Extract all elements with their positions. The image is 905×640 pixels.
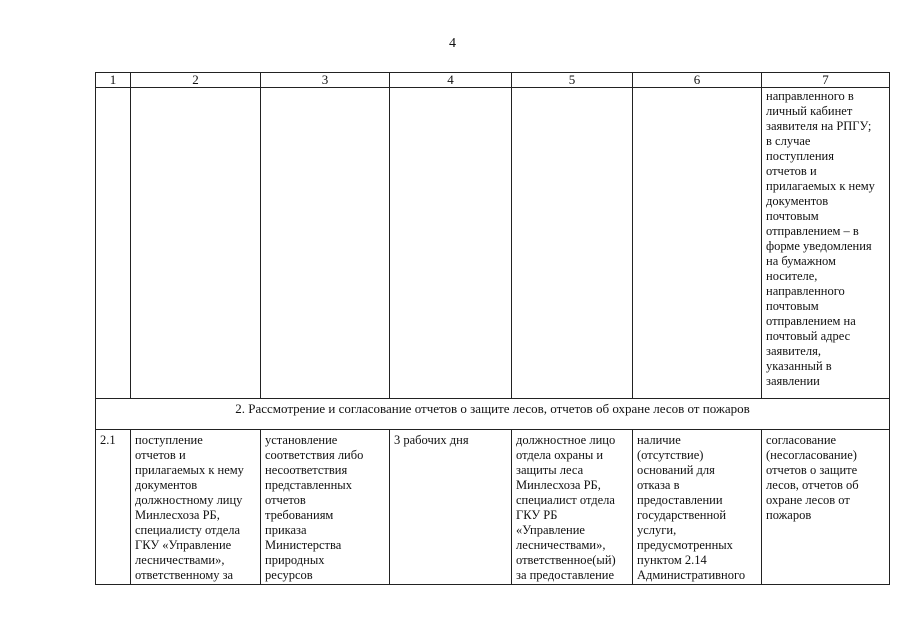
basis-cell: поступление отчетов и прилагаемых к нему документов должностному лицу Минлесхоза РБ, специалисту отдела ГКУ «Управление лесничествами», ответственному за bbox=[131, 430, 261, 585]
duration-cell: 3 рабочих дня bbox=[390, 430, 512, 585]
empty-cell bbox=[96, 88, 131, 399]
header-cell-1: 1 bbox=[96, 73, 131, 88]
header-cell-7: 7 bbox=[762, 73, 890, 88]
page-number: 4 bbox=[449, 36, 456, 51]
empty-cell bbox=[131, 88, 261, 399]
empty-cell bbox=[512, 88, 633, 399]
row-number: 2.1 bbox=[96, 430, 131, 585]
table-row bbox=[96, 430, 890, 585]
empty-cell bbox=[261, 88, 390, 399]
empty-cell bbox=[633, 88, 762, 399]
empty-cell bbox=[390, 88, 512, 399]
responsible-cell: должностное лицо отдела охраны и защиты леса Минлесхоза РБ, специалист отдела ГКУ РБ «Управление лесничествами», ответственное(ый) за предоставление bbox=[512, 430, 633, 585]
table-row bbox=[96, 88, 890, 399]
header-cell-3: 3 bbox=[261, 73, 390, 88]
criteria-cell: наличие (отсутствие) оснований для отказа в предоставлении государственной услуги, предусмотренных пунктом 2.14 Административного bbox=[633, 430, 762, 585]
header-cell-4: 4 bbox=[390, 73, 512, 88]
header-cell-6: 6 bbox=[633, 73, 762, 88]
section-row bbox=[96, 399, 890, 430]
result-cell: согласование (несогласование) отчетов о защите лесов, отчетов об охране лесов от пожаров bbox=[762, 430, 890, 585]
procedure-table bbox=[95, 72, 890, 585]
header-row bbox=[96, 73, 890, 88]
section-title: 2. Рассмотрение и согласование отчетов о защите лесов, отчетов об охране лесов от пожаров bbox=[96, 399, 890, 430]
header-cell-2: 2 bbox=[131, 73, 261, 88]
content-cell: установление соответствия либо несоответствия представленных отчетов требованиям приказа Министерства природных ресурсов bbox=[261, 430, 390, 585]
result-cell: направленного в личный кабинет заявителя на РПГУ; в случае поступления отчетов и прилагаемых к нему документов почтовым отправлением – в форме уведомления на бумажном носителе, направленного почтовым отправлением на почтовый адрес заявителя, указанный в заявлении bbox=[762, 88, 890, 399]
header-cell-5: 5 bbox=[512, 73, 633, 88]
